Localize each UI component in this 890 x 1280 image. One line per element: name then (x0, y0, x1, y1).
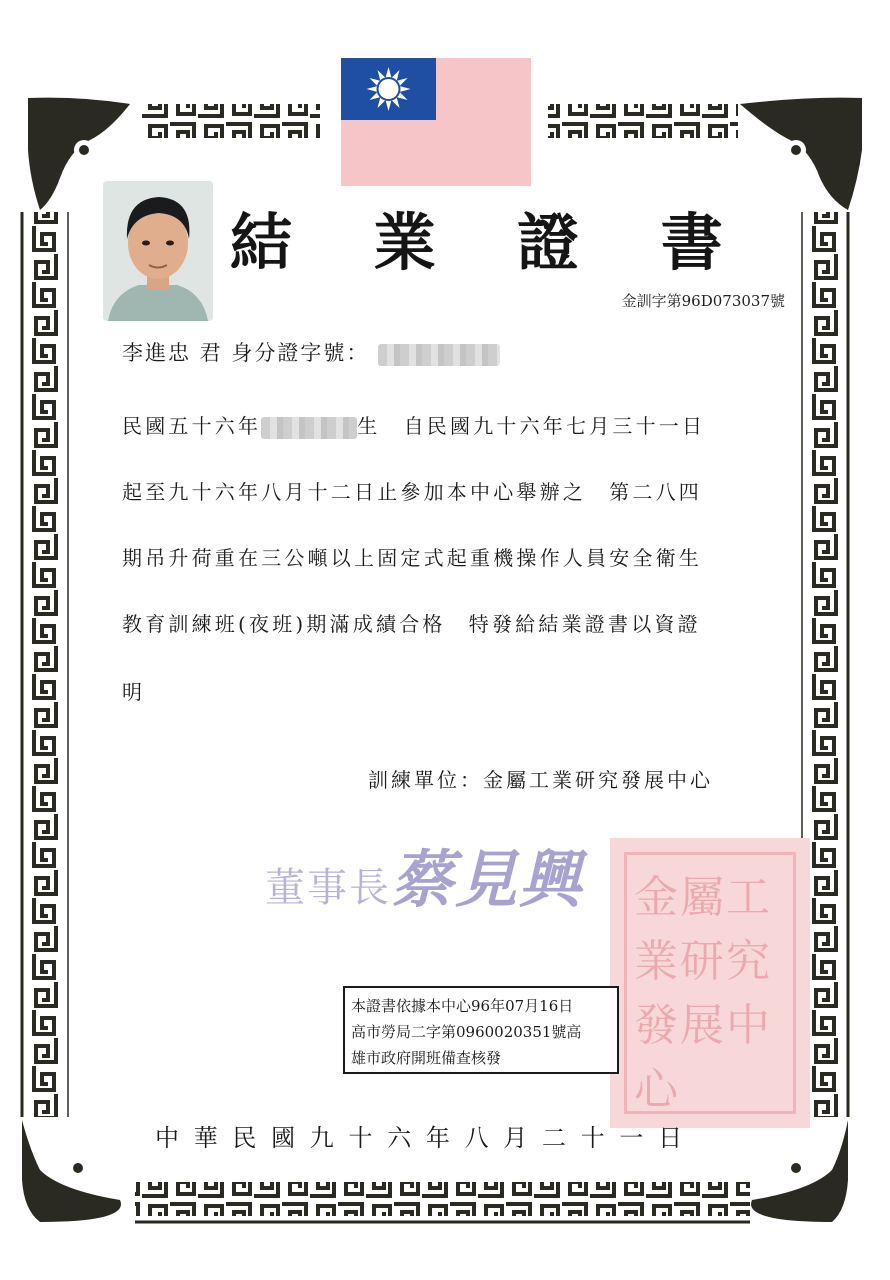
training-unit: 訓練單位：金屬工業研究發展中心 (368, 768, 713, 792)
white-sun-icon (341, 58, 436, 120)
holder-name: 李進忠 君 (122, 341, 223, 365)
birth-prefix: 民國五十六年 (122, 414, 262, 438)
birth-suffix: 生 自民國九十六年七月三十一日 (357, 414, 706, 438)
chairman-name: 蔡見興 (391, 843, 584, 916)
holder-line (122, 337, 500, 367)
birth-line (122, 410, 705, 439)
note-line: 高市勞局二字第0960020351號高 (351, 1023, 582, 1041)
issue-date: 中華民國九十六年八月二十一日 (155, 1124, 697, 1152)
approval-note-box (343, 986, 619, 1074)
body-line: 期吊升荷重在三公噸以上固定式起重機操作人員安全衛生 (122, 546, 702, 570)
seal-text: 金屬工業研究發展中心 (634, 872, 772, 1115)
redacted-id-number (378, 344, 500, 366)
person-icon (103, 181, 213, 321)
official-seal (610, 838, 810, 1128)
body-line: 起至九十六年八月十二日止參加本中心舉辦之 第二八四 (122, 480, 702, 504)
redacted-birth-date (261, 417, 357, 439)
note-line: 雄市政府開班備查核發 (351, 1049, 502, 1067)
chairman-signature (265, 830, 583, 919)
national-flag (341, 58, 531, 186)
chairman-title: 董事長 (265, 865, 391, 911)
flag-canton (341, 58, 436, 120)
holder-photo (103, 181, 213, 321)
certificate-title: 結 業 證 書 (230, 206, 753, 279)
body-line: 教育訓練班(夜班)期滿成績合格 特發給結業證書以資證 (122, 612, 701, 636)
certificate-number: 金訓字第96D073037號 (621, 292, 785, 310)
note-line: 本證書依據本中心96年07月16日 (351, 997, 574, 1015)
body-line: 明 (122, 680, 146, 704)
id-number-label: 身分證字號： (231, 341, 370, 365)
